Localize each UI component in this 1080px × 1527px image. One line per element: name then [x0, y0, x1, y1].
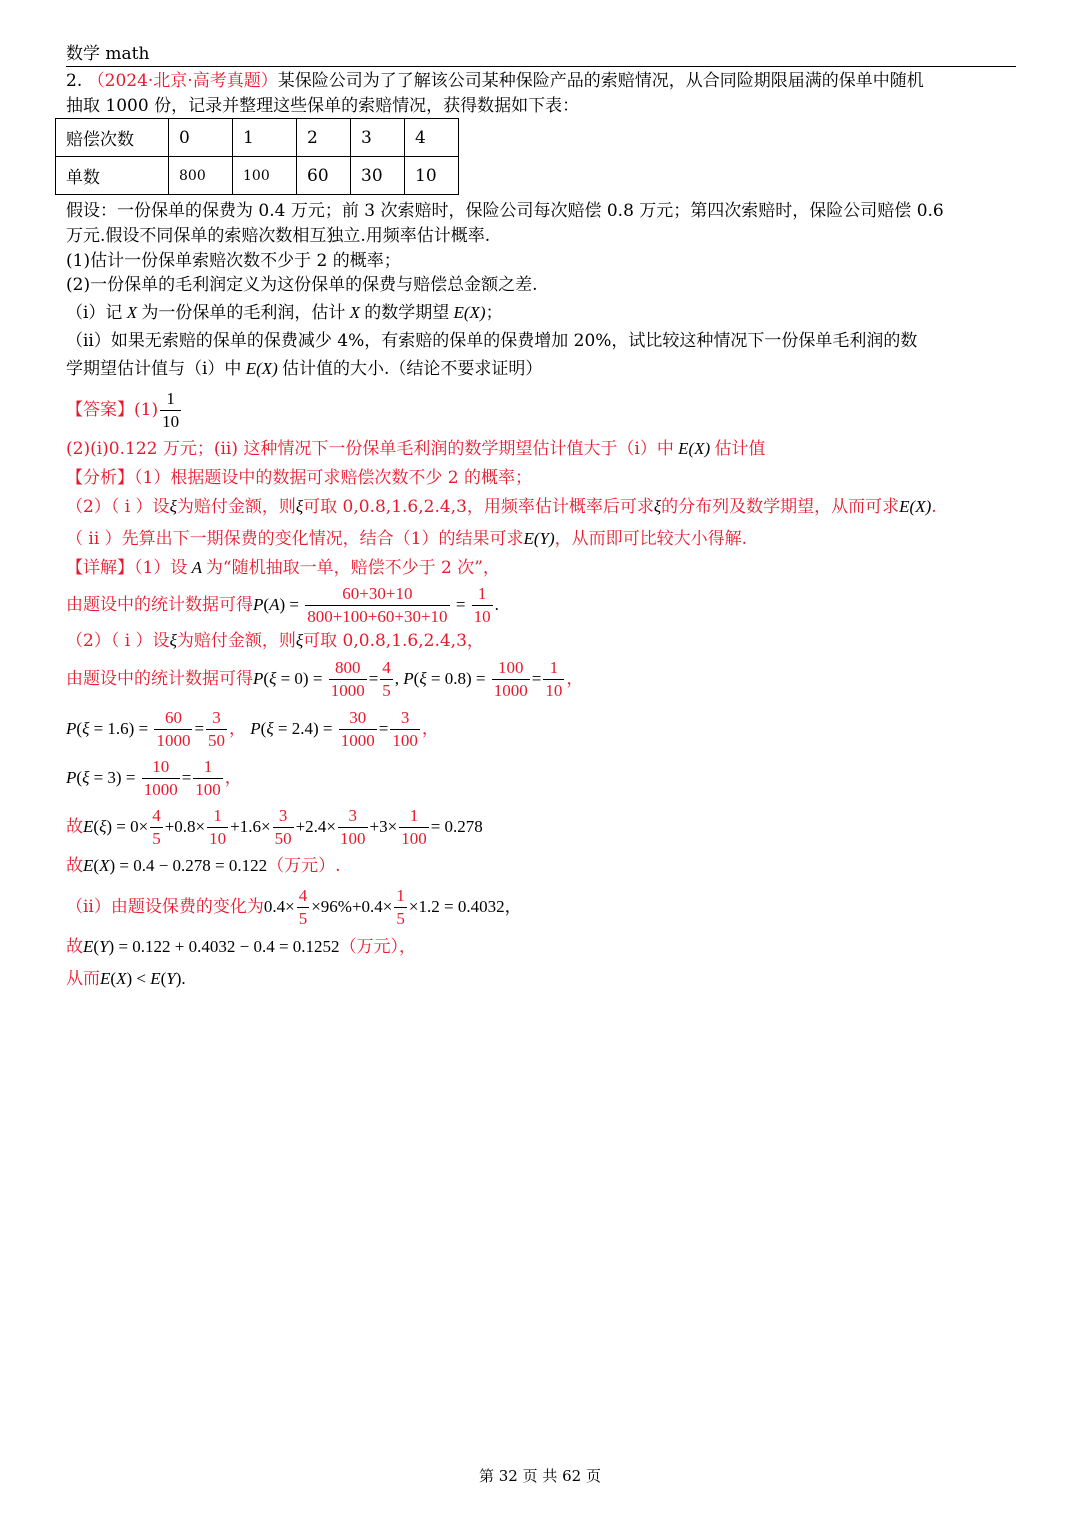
detail-text: （2）（ i ）设	[66, 631, 170, 651]
table-cell: 2	[297, 119, 351, 157]
fraction: $\frac{3}{100}$	[340, 806, 366, 848]
denominator: 50	[208, 731, 226, 750]
denominator: 100	[392, 731, 418, 750]
problem-source: （2024·北京·高考真题）	[87, 71, 278, 91]
fraction: $\frac{4}{5}$	[298, 886, 308, 928]
analysis-text: 为赔付金额，则	[176, 497, 296, 517]
detail-label: 【详解】	[66, 558, 134, 578]
fraction: $\frac{1}{100}$	[401, 806, 427, 848]
analysis-text: 可取 0,0.8,1.6,2.4,3，用频率估计概率后可求	[303, 497, 654, 517]
analysis-text: （2）（ i ）设	[66, 497, 170, 517]
table-cell: 60	[297, 157, 351, 195]
table-cell: 赔偿次数	[56, 119, 169, 157]
fraction: $\frac{1}{10}$	[209, 806, 227, 848]
fraction	[142, 756, 180, 801]
premium-change-tail: ×1.2 = 0.4032，	[408, 897, 522, 916]
analysis-text: （1）根据题设中的数据可求赔偿次数不少 2 的概率；	[134, 468, 532, 488]
q2ii-part: 学期望估计值与（i）中	[66, 359, 242, 379]
numerator: 60	[154, 707, 192, 730]
fraction: $\frac{4}{5}$	[152, 806, 161, 848]
numerator: 1	[193, 756, 223, 779]
fraction	[160, 388, 181, 433]
table-cell: 3	[351, 119, 405, 157]
table-cell: 10	[405, 157, 459, 195]
problem-line-1	[66, 70, 924, 92]
table-row	[56, 119, 459, 157]
ey-equation: = 0.122 + 0.4032 − 0.4 = 0.1252	[118, 937, 340, 956]
fraction	[193, 756, 223, 801]
denominator: 10	[473, 607, 491, 626]
ex-equation: = 0.4 − 0.278 = 0.122	[119, 856, 268, 875]
detail-text: 为赔付金额，则	[176, 631, 296, 651]
numerator: 800	[329, 657, 367, 680]
answer-line-2: (2)(i)0.122 万元；(ii) 这种情况下一份保单毛利润的数学期望估计值大于（i）中 E(X) 估计值	[66, 439, 766, 459]
numerator: 1	[160, 388, 181, 411]
detail-text: （万元），	[339, 937, 417, 957]
problem-number: 2.	[66, 71, 83, 91]
denominator: 10	[162, 412, 180, 431]
fraction	[543, 657, 564, 702]
analysis-text: 的分布列及数学期望，从而可求	[661, 497, 900, 517]
fraction	[472, 583, 493, 628]
fraction	[380, 657, 393, 702]
detail-text: 由题设中的统计数据可得	[66, 669, 253, 689]
detail-line-6: P(ξ = 3) = $\frac{10}{1000}$ = $\frac{1}{100}$ ，	[66, 757, 242, 799]
question-2ii-line-2: 学期望估计值与（i）中 E(X) 估计值的大小.（结论不要求证明）	[66, 359, 543, 379]
detail-text: 由题设中的统计数据可得	[66, 595, 253, 615]
subject-label: 数学 math	[66, 44, 150, 64]
numerator: 4	[380, 657, 393, 680]
table-cell: 100	[233, 157, 297, 195]
fraction: $\frac{1}{5}$	[396, 886, 405, 928]
detail-text: 故	[66, 856, 83, 876]
fraction	[390, 707, 420, 752]
problem-intro-1: 某保险公司为了了解该公司某种保险产品的索赔情况，从合同险期限届满的保单中随机	[277, 71, 924, 91]
q2i-part: 的数学期望	[364, 303, 450, 323]
analysis-text: （ ii ）先算出下一期保费的变化情况，结合（1）的结果可求	[66, 529, 524, 549]
detail-text: 为“随机抽取一单，赔偿不少于 2 次”，	[205, 558, 500, 578]
denominator: 1000	[143, 780, 178, 799]
question-2ii-line-1: （ii）如果无索赔的保单的保费减少 4%，有索赔的保单的保费增加 20%，试比较这种情况下一份保单毛利润的数	[66, 331, 918, 351]
analysis-line-1	[66, 467, 532, 489]
detail-text: 从而	[66, 969, 100, 989]
problem-intro-2: 抽取 1000 份，记录并整理这些保单的索赔情况，获得数据如下表：	[66, 96, 580, 116]
assumption-line-2: 万元.假设不同保单的索赔次数相互独立.用频率估计概率.	[66, 226, 491, 246]
table-cell: 单数	[56, 157, 169, 195]
page-header	[66, 44, 1016, 67]
analysis-label: 【分析】	[66, 468, 134, 488]
assumption-line-1: 假设：一份保单的保费为 0.4 万元；前 3 次索赔时，保险公司每次赔偿 0.8 万元；第四次索赔时，保险公司赔偿 0.6	[66, 201, 944, 221]
detail-line-8: 故E(X) = 0.4 − 0.278 = 0.122（万元）.	[66, 856, 341, 876]
detail-text: （ii）由题设保费的变化为	[66, 897, 264, 917]
numerator: 3	[390, 707, 420, 730]
detail-line-5: P(ξ = 1.6) = $\frac{60}{1000}$ = $\frac{3}{50}$ ， P(ξ = 2.4) = $\frac{30}{1000}$ = $\frac{3}{100}$ ，	[66, 708, 439, 750]
fraction	[154, 707, 192, 752]
table-cell: 1	[233, 119, 297, 157]
detail-text: （万元）.	[267, 856, 341, 876]
fraction	[305, 583, 449, 628]
question-2: (2)一份保单的毛利润定义为这份保单的保费与赔偿总金额之差.	[66, 275, 538, 295]
detail-line-11: 从而E(X) < E(Y).	[66, 969, 186, 989]
q2i-part: 为一份保单的毛利润，估计	[141, 303, 346, 323]
numerator: 30	[339, 707, 377, 730]
denominator: 1000	[493, 681, 528, 700]
detail-text: 可取 0,0.8,1.6,2.4,3，	[303, 631, 484, 651]
analysis-line-3: （ ii ）先算出下一期保费的变化情况，结合（1）的结果可求E(Y)，从而即可比较大小得解.	[66, 529, 748, 549]
detail-line-2: 由题设中的统计数据可得P(A) = $\frac{60+30+10}{800+100+60+30+10}$ = $\frac{1}{10}$ .	[66, 584, 499, 626]
analysis-line-2: （2）（ i ）设ξ为赔付金额，则ξ可取 0,0.8,1.6,2.4,3，用频率估计概率后可求ξ的分布列及数学期望，从而可求E(X).	[66, 497, 937, 517]
fraction	[206, 707, 227, 752]
question-2i: （i）记 X 为一份保单的毛利润，估计 X 的数学期望 E(X)；	[66, 303, 503, 323]
problem-line-2	[66, 95, 579, 117]
fraction	[329, 657, 367, 702]
fraction	[492, 657, 530, 702]
fraction: $\frac{3}{50}$	[274, 806, 292, 848]
q2i-part: （i）记	[66, 303, 123, 323]
q2ii-part: 估计值的大小.（结论不要求证明）	[282, 359, 543, 379]
claims-table	[55, 118, 459, 195]
table-cell: 0	[169, 119, 233, 157]
table-cell: 800	[169, 157, 233, 195]
table-cell: 4	[405, 119, 459, 157]
expectation-result: = 0.278	[430, 817, 483, 836]
numerator: 1	[472, 583, 493, 606]
detail-line-4: 由题设中的统计数据可得P(ξ = 0) = $\frac{800}{1000}$ = $\frac{4}{5}$ , P(ξ = 0.8) = $\frac{100}{1000}$ = $\frac{1}{10}$ ，	[66, 658, 584, 700]
detail-line-3: （2）（ i ）设ξ为赔付金额，则ξ可取 0,0.8,1.6,2.4,3，	[66, 631, 484, 651]
detail-line-9: （ii）由题设保费的变化为0.4× $\frac{4}{5}$ ×96%+0.4× $\frac{1}{5}$ ×1.2 = 0.4032，	[66, 886, 522, 928]
detail-text: （1）设	[134, 558, 188, 578]
detail-line-10: 故E(Y) = 0.122 + 0.4032 − 0.4 = 0.1252（万元），	[66, 937, 417, 957]
answer-line-1	[66, 388, 183, 433]
numerator: 100	[492, 657, 530, 680]
numerator: 1	[543, 657, 564, 680]
detail-text: 故	[66, 937, 83, 957]
analysis-text: ，从而即可比较大小得解.	[554, 529, 748, 549]
answer-2-part: (2)(i)0.122 万元；(ii) 这种情况下一份保单毛利润的数学期望估计值大于（i）中	[66, 439, 674, 459]
denominator: 1000	[340, 731, 375, 750]
question-1: (1)估计一份保单索赔次数不少于 2 的概率；	[66, 251, 401, 271]
page-footer: 第 32 页 共 62 页	[478, 1467, 601, 1485]
answer-2-part: 估计值	[714, 439, 766, 459]
numerator: 3	[206, 707, 227, 730]
denominator: 100	[195, 780, 221, 799]
denominator: 10	[545, 681, 563, 700]
table-row	[56, 157, 459, 195]
denominator: 1000	[330, 681, 365, 700]
denominator: 5	[382, 681, 391, 700]
denominator: 800+100+60+30+10	[307, 607, 448, 626]
numerator: 60+30+10	[305, 583, 449, 606]
detail-line-7: 故E(ξ) = 0× $\frac{4}{5}$ +0.8× $\frac{1}{10}$ +1.6× $\frac{3}{50}$ +2.4× $\frac{3}{100}$ +3× $\frac{1}{100}$ = 0.278	[66, 806, 483, 848]
numerator: 10	[142, 756, 180, 779]
table-cell: 30	[351, 157, 405, 195]
answer-1-prefix: (1)	[134, 400, 159, 420]
detail-line-1: 【详解】（1）设 A 为“随机抽取一单，赔偿不少于 2 次”，	[66, 558, 500, 578]
denominator: 1000	[156, 731, 191, 750]
answer-label: 【答案】	[66, 400, 134, 420]
detail-text: 故	[66, 817, 83, 837]
fraction	[339, 707, 377, 752]
